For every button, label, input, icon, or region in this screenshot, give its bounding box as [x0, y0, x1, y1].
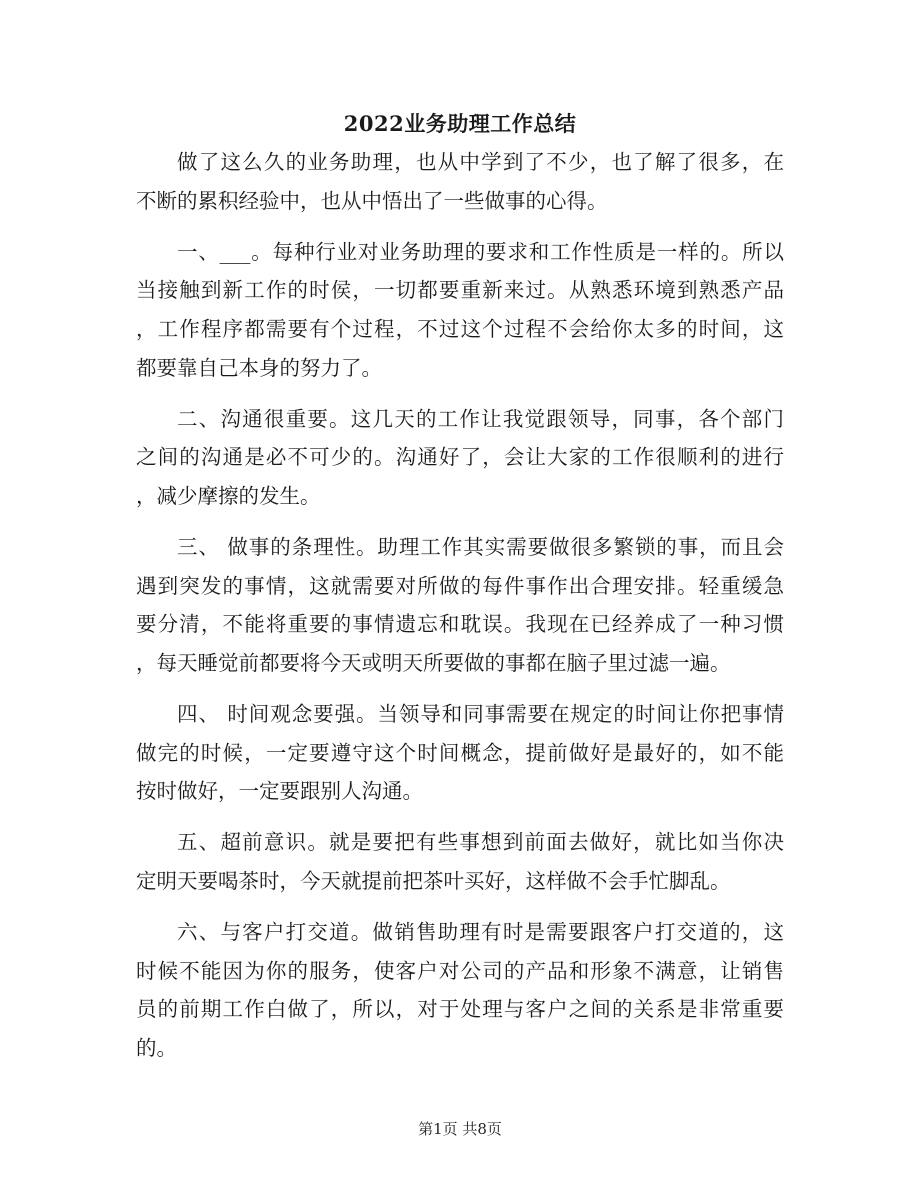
paragraph-6-line-1: 五、超前意识。就是要把有些事想到前面去做好，就比如当你决	[177, 830, 784, 855]
paragraph-7-line-2: 时候不能因为你的服务，使客户对公司的产品和形象不满意，让销售	[136, 958, 784, 983]
paragraph-5-line-3: 按时做好，一定要跟别人沟通。	[136, 779, 423, 804]
paragraph-2-line-1: 一、___。每种行业对业务助理的要求和工作性质是一样的。所以	[177, 239, 784, 264]
paragraph-4-line-3: 要分清，不能将重要的事情遗忘和耽误。我现在已经养成了一种习惯	[136, 612, 784, 637]
paragraph-4-line-2: 遇到突发的事情，这就需要对所做的每件事作出合理安排。轻重缓急	[136, 573, 784, 598]
paragraph-7-line-4: 的。	[136, 1036, 177, 1061]
paragraph-3-line-2: 之间的沟通是必不可少的。沟通好了，会让大家的工作很顺利的进行	[136, 445, 784, 470]
paragraph-2-line-3: ，工作程序都需要有个过程，不过这个过程不会给你太多的时间，这	[136, 316, 784, 341]
paragraph-1-line-2: 不断的累积经验中，也从中悟出了一些做事的心得。	[136, 188, 608, 213]
paragraph-7-line-1: 六、与客户打交道。做销售助理有时是需要跟客户打交道的，这	[177, 920, 784, 945]
page-footer: 第1页 共8页	[418, 1120, 502, 1138]
paragraph-1-line-1: 做了这么久的业务助理，也从中学到了不少，也了解了很多，在	[177, 150, 784, 174]
document-title: 2022业务助理工作总结	[343, 111, 577, 136]
paragraph-4-line-4: ，每天睡觉前都要将今天或明天所要做的事都在脑子里过滤一遍。	[136, 650, 731, 675]
paragraph-7-line-3: 员的前期工作白做了，所以，对于处理与客户之间的关系是非常重要	[136, 997, 784, 1022]
paragraph-3-line-1: 二、沟通很重要。这几天的工作让我觉跟领导，同事，各个部门	[177, 406, 784, 431]
paragraph-3-line-3: ，减少摩擦的发生。	[136, 483, 321, 508]
paragraph-4-line-1: 三、 做事的条理性。助理工作其实需要做很多繁锁的事，而且会	[177, 535, 784, 560]
document-body	[136, 143, 784, 1068]
paragraph-2-line-4: 都要靠自己本身的努力了。	[136, 355, 382, 380]
paragraph-5-line-2: 做完的时候，一定要遵守这个时间概念，提前做好是最好的，如不能	[136, 740, 784, 765]
paragraph-2-line-2: 当接触到新工作的时侯，一切都要重新来过。从熟悉环境到熟悉产品	[136, 278, 784, 303]
paragraph-6-line-2: 定明天要喝茶时，今天就提前把茶叶买好，这样做不会手忙脚乱。	[136, 869, 731, 894]
paragraph-5-line-1: 四、 时间观念要强。当领导和同事需要在规定的时间让你把事情	[177, 702, 784, 727]
